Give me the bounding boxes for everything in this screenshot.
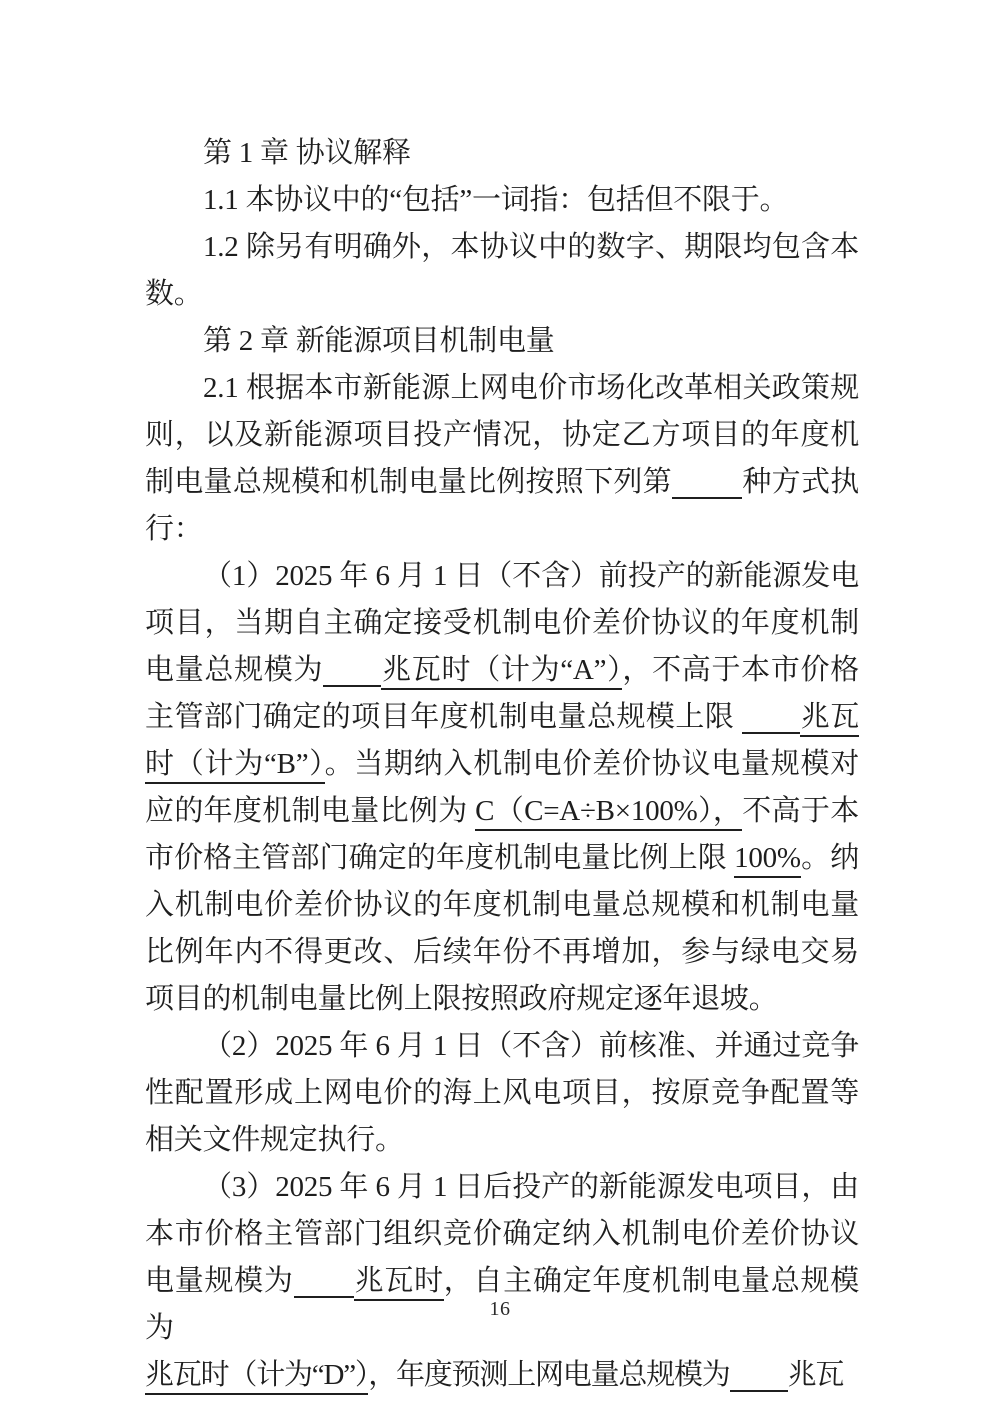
blank-underline xyxy=(294,1267,354,1298)
text-run: 。当期纳入机制电价差价协议电量规模对应的年度机制电量比例为 xyxy=(145,748,859,827)
blank-underline xyxy=(323,656,381,687)
text-run: ，不高于本市价格主管部门确定的项目年度机制电量总规模上限 xyxy=(145,654,859,733)
list-item-1 xyxy=(145,553,859,1023)
text-run: 。纳入机制电价差价协议的年度机制电量总规模和机制电量比例年内不得更改、后续年份不再增加，参与绿电交易项目的机制电量比例上限按照政府规定逐年退坡。 xyxy=(145,842,859,1015)
underlined-text: 兆瓦时 xyxy=(354,1265,444,1301)
text-run: 第 2 章 新能源项目机制电量 xyxy=(203,325,555,357)
text-run: 第 1 章 协议解释 xyxy=(203,137,411,169)
blank-underline xyxy=(742,703,800,734)
blank-underline xyxy=(730,1361,788,1392)
underlined-text: 兆瓦时（计为“D”） xyxy=(145,1359,368,1395)
text-run: 2.1 根据本市新能源上网电价市场化改革相关政策规则，以及新能源项目投产情况，协定乙方项目的年度机制电量总规模和机制电量比例按照下列第 xyxy=(145,372,859,498)
underlined-text: C（C=A÷B×100%）， xyxy=(475,795,742,831)
chapter-1-heading xyxy=(145,130,859,177)
chapter-2-heading xyxy=(145,318,859,365)
underlined-text: 兆瓦时（计为“A”） xyxy=(381,654,622,690)
text-block xyxy=(145,130,859,1399)
text-run: 1.1 本协议中的“包括”一词指：包括但不限于。 xyxy=(203,184,789,216)
clause-1-2 xyxy=(145,224,859,318)
text-run: （2）2025 年 6 月 1 日（不含）前核准、并通过竞争性配置形成上网电价的海上风电项目，按原竞争配置等相关文件规定执行。 xyxy=(145,1030,859,1156)
text-run: （1）2025 年 6 月 1 日（不含）前投产的新能源发电项目，当期自主确定接受机制电价差价协议的年度机制电量总规模为 xyxy=(145,560,859,686)
underlined-text: 100% xyxy=(734,842,801,878)
page-number: 16 xyxy=(489,1298,511,1320)
text-run: （3）2025 年 6 月 1 日后投产的新能源发电项目，由本市价格主管部门组织竞价确定纳入机制电价差价协议电量规模为 xyxy=(145,1171,859,1297)
clause-2-1 xyxy=(145,365,859,553)
text-run: 不高于本市价格主管部门确定的年度机制电量比例上限 xyxy=(145,795,859,874)
list-item-3-continued xyxy=(145,1352,859,1399)
text-run: ，年度预测上网电量总规模为 xyxy=(368,1359,730,1391)
clause-1-1 xyxy=(145,177,859,224)
underlined-text: 兆瓦时（计为“B”） xyxy=(145,701,859,784)
text-run: 兆瓦 xyxy=(787,1359,844,1391)
text-run: ，自主确定年度机制电量总规模为 xyxy=(145,1265,859,1344)
list-item-2 xyxy=(145,1023,859,1164)
text-run: 种方式执行： xyxy=(145,466,859,545)
text-run: 1.2 除另有明确外，本协议中的数字、期限均包含本数。 xyxy=(145,231,859,310)
blank-underline xyxy=(672,468,742,499)
list-item-3 xyxy=(145,1164,859,1352)
